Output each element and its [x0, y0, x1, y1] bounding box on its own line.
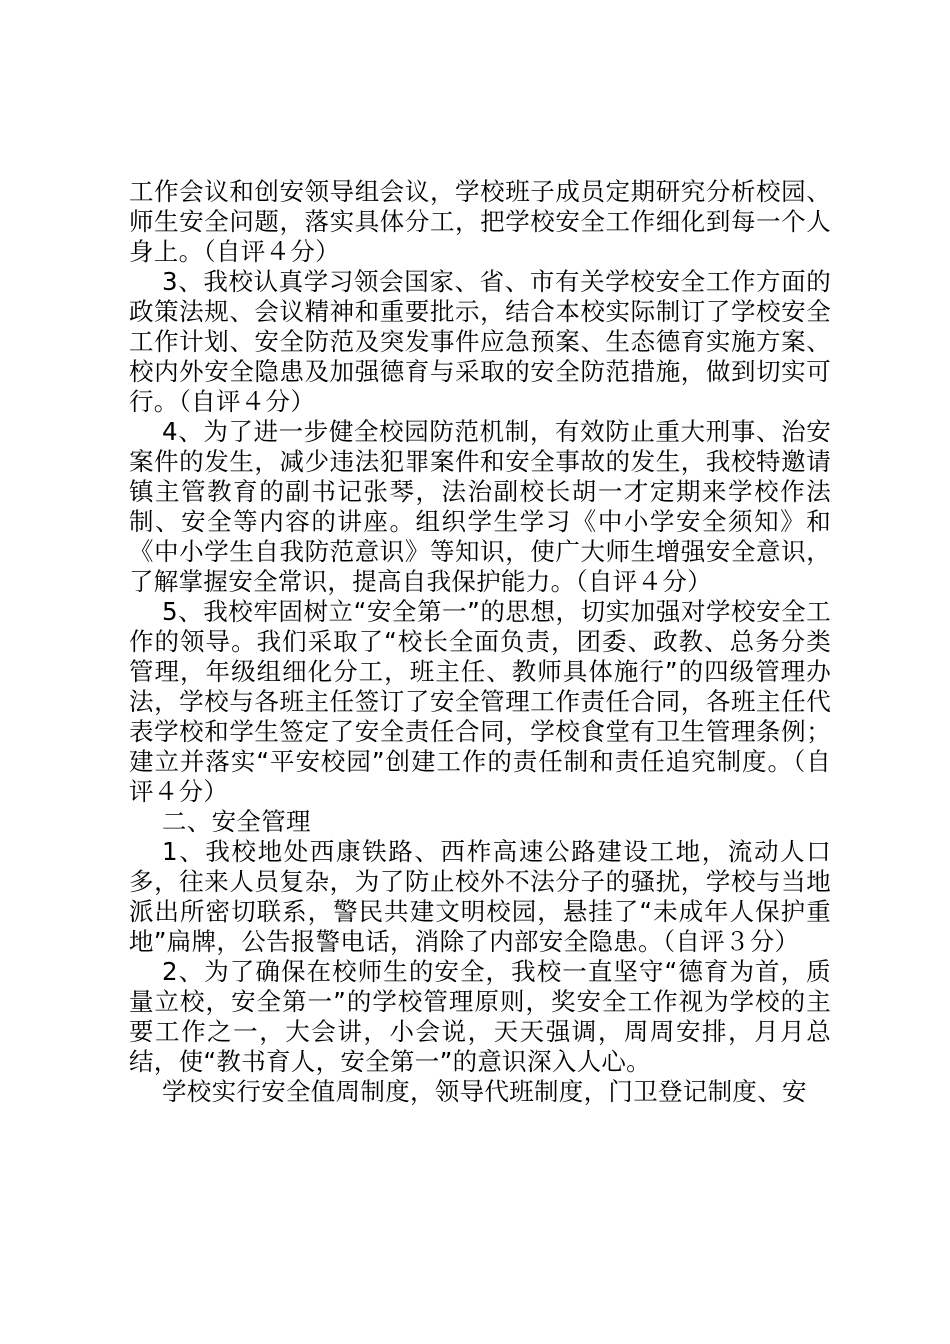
- section-heading-safety-management: 二、安全管理: [162, 807, 311, 836]
- paragraph-meeting-continuation: 工作会议和创安领导组会议，学校班子成员定期研究分析校园、师生安全问题，落实具体分工，把学校安全工作细化到每一个人身上。（自评４分）: [129, 177, 831, 266]
- paragraph-item-3: 3、我校认真学习领会国家、省、市有关学校安全工作方面的政策法规、会议精神和重要批示，结合本校实际制订了学校安全工作计划、安全防范及突发事件应急预案、生态德育实施方案、校内外安全隐患及加强德育与采取的安全防范措施，做到切实可行。（自评４分）: [129, 267, 831, 416]
- paragraph-duty-system: 学校实行安全值周制度，领导代班制度，门卫登记制度、安: [162, 1077, 807, 1106]
- paragraph-management-item-1: 1、我校地处西康铁路、西柞高速公路建设工地，流动人口多，往来人员复杂，为了防止校外不法分子的骚扰，学校与当地派出所密切联系，警民共建文明校园，悬挂了“未成年人保护重地”扁牌，公告报警电话，消除了内部安全隐患。（自评３分）: [129, 837, 831, 956]
- paragraph-item-5: 5、我校牢固树立“安全第一”的思想，切实加强对学校安全工作的领导。我们采取了“校长全面负责，团委、政教、总务分类管理，年级组细化分工，班主任、教师具体施行”的四级管理办法，学校与各班主任签订了安全管理工作责任合同，各班主任代表学校和学生签定了安全责任合同，学校食堂有卫生管理条例；建立并落实“平安校园”创建工作的责任制和责任追究制度。（自评４分）: [129, 597, 831, 806]
- paragraph-item-4: 4、为了进一步健全校园防范机制，有效防止重大刑事、治安案件的发生，减少违法犯罪案件和安全事故的发生，我校特邀请镇主管教育的副书记张琴，法治副校长胡一才定期来学校作法制、安全等内容的讲座。组织学生学习《中小学安全须知》和《中小学生自我防范意识》等知识，使广大师生增强安全意识，了解掌握安全常识，提高自我保护能力。（自评４分）: [129, 417, 831, 596]
- paragraph-management-item-2: 2、为了确保在校师生的安全，我校一直坚守“德育为首，质量立校，安全第一”的学校管理原则，奖安全工作视为学校的主要工作之一，大会讲，小会说，天天强调，周周安排，月月总结，使“教书育人，安全第一”的意识深入人心。: [129, 957, 831, 1076]
- document-body: [129, 177, 831, 1107]
